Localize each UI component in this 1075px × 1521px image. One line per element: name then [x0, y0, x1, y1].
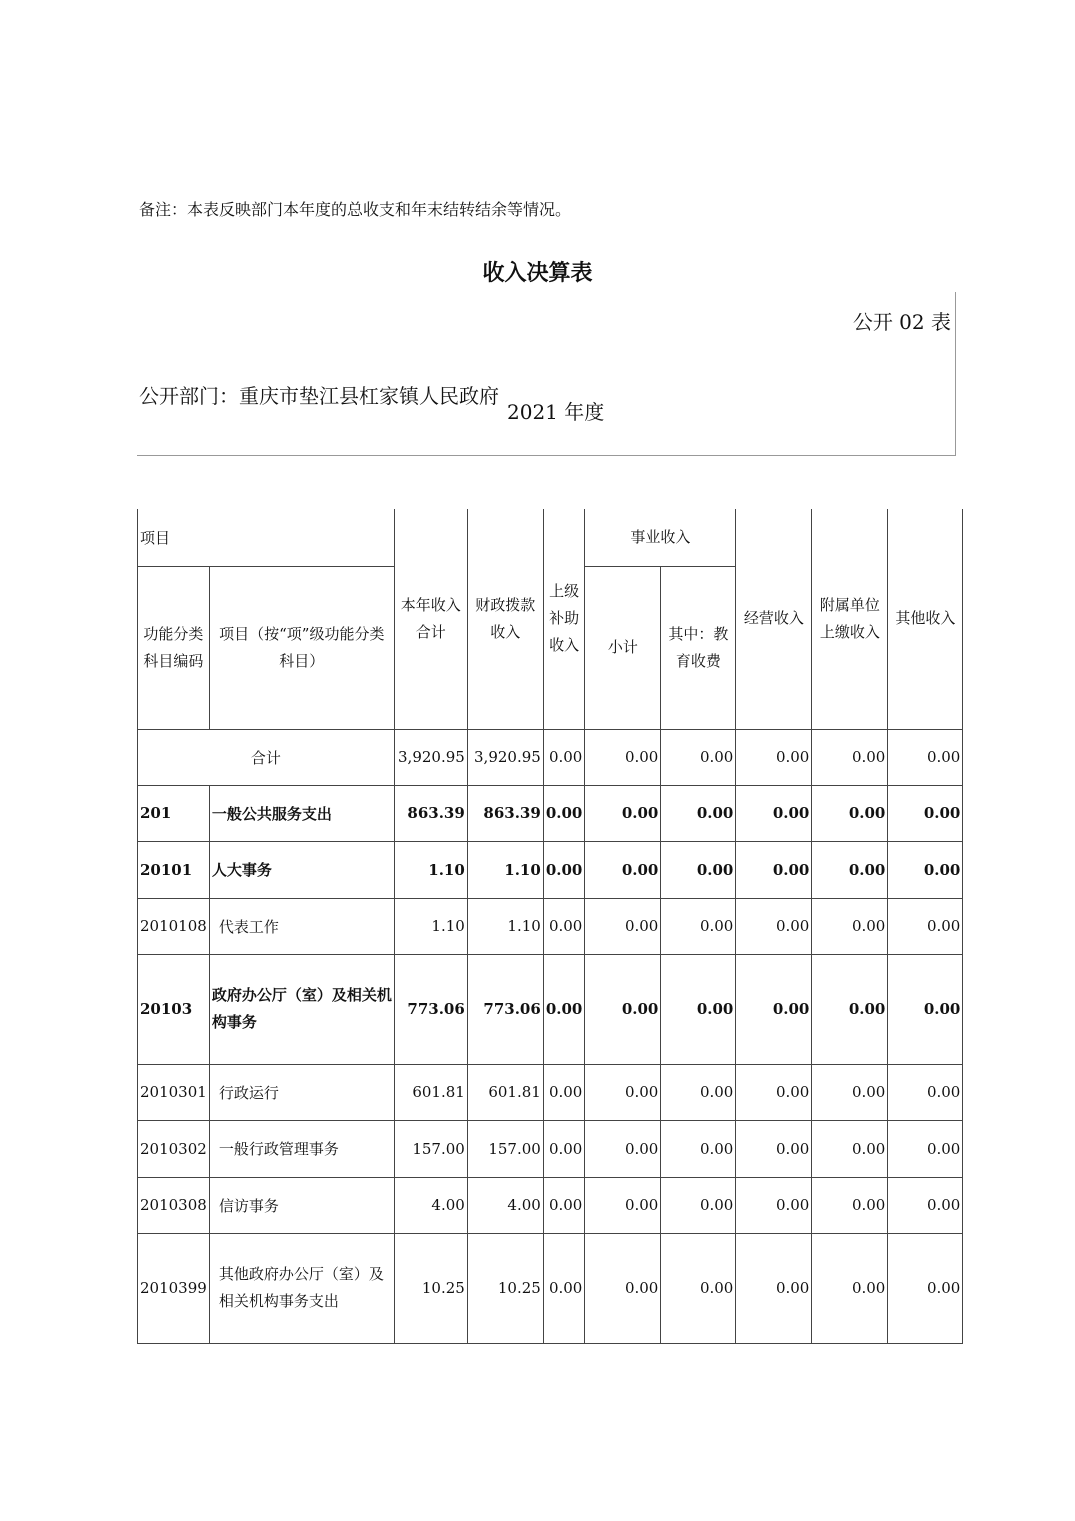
cell-name: 人大事务	[209, 841, 394, 898]
cell-affiliated: 0.00	[812, 1177, 888, 1233]
cell-subtotal: 0.00	[585, 954, 661, 1064]
cell-edu: 0.00	[661, 785, 736, 841]
cell-operating: 0.00	[736, 1064, 812, 1120]
cell-total: 601.81	[394, 1064, 467, 1120]
header-name: 项目（按“项”级功能分类科目）	[209, 566, 394, 729]
cell-label: 合计	[138, 729, 395, 785]
cell-operating: 0.00	[736, 954, 812, 1064]
cell-other: 0.00	[888, 954, 963, 1064]
header-total: 本年收入合计	[394, 509, 467, 729]
cell-fiscal: 773.06	[467, 954, 543, 1064]
header-affiliated: 附属单位上缴收入	[812, 509, 888, 729]
cell-affiliated: 0.00	[812, 898, 888, 954]
cell-edu: 0.00	[661, 1177, 736, 1233]
cell-name: 行政运行	[209, 1064, 394, 1120]
cell-affiliated: 0.00	[812, 954, 888, 1064]
cell-total: 10.25	[394, 1233, 467, 1343]
cell-other: 0.00	[888, 898, 963, 954]
cell-edu: 0.00	[661, 1120, 736, 1177]
cell-edu: 0.00	[661, 1064, 736, 1120]
table-row	[138, 785, 963, 841]
header-fiscal: 财政拨款收入	[467, 509, 543, 729]
cell-edu: 0.00	[661, 729, 736, 785]
table-row	[138, 1064, 963, 1120]
table-row	[138, 1177, 963, 1233]
cell-affiliated: 0.00	[812, 729, 888, 785]
header-code: 功能分类科目编码	[138, 566, 210, 729]
cell-subtotal: 0.00	[585, 1064, 661, 1120]
cell-code: 2010301	[138, 1064, 210, 1120]
cell-subtotal: 0.00	[585, 841, 661, 898]
cell-fiscal: 10.25	[467, 1233, 543, 1343]
table-row	[138, 898, 963, 954]
cell-superior: 0.00	[543, 898, 585, 954]
cell-fiscal: 863.39	[467, 785, 543, 841]
cell-affiliated: 0.00	[812, 1064, 888, 1120]
table-row	[138, 1120, 963, 1177]
cell-other: 0.00	[888, 729, 963, 785]
cell-other: 0.00	[888, 785, 963, 841]
cell-fiscal: 1.10	[467, 898, 543, 954]
cell-other: 0.00	[888, 1064, 963, 1120]
cell-superior: 0.00	[543, 1120, 585, 1177]
cell-operating: 0.00	[736, 1233, 812, 1343]
cell-operating: 0.00	[736, 1120, 812, 1177]
cell-subtotal: 0.00	[585, 1177, 661, 1233]
cell-fiscal: 3,920.95	[467, 729, 543, 785]
cell-other: 0.00	[888, 841, 963, 898]
header-business: 事业收入	[585, 509, 736, 566]
page-title: 收入决算表	[482, 260, 593, 286]
cell-affiliated: 0.00	[812, 1233, 888, 1343]
cell-name: 其他政府办公厅（室）及相关机构事务支出	[209, 1233, 394, 1343]
cell-name: 一般公共服务支出	[209, 785, 394, 841]
cell-operating: 0.00	[736, 1177, 812, 1233]
department: 公开部门：重庆市垫江县杠家镇人民政府	[139, 384, 499, 408]
report-header	[137, 292, 956, 456]
header-item: 项目	[138, 509, 395, 566]
table-row	[138, 1233, 963, 1343]
cell-other: 0.00	[888, 1233, 963, 1343]
cell-code: 201	[138, 785, 210, 841]
table-number: 公开 02 表	[852, 310, 951, 334]
cell-subtotal: 0.00	[585, 1120, 661, 1177]
cell-total: 773.06	[394, 954, 467, 1064]
cell-affiliated: 0.00	[812, 841, 888, 898]
cell-edu: 0.00	[661, 1233, 736, 1343]
cell-fiscal: 157.00	[467, 1120, 543, 1177]
cell-operating: 0.00	[736, 841, 812, 898]
header-subtotal: 小计	[585, 566, 661, 729]
cell-total: 1.10	[394, 841, 467, 898]
cell-name: 一般行政管理事务	[209, 1120, 394, 1177]
header-operating: 经营收入	[736, 509, 812, 729]
cell-edu: 0.00	[661, 954, 736, 1064]
header-other: 其他收入	[888, 509, 963, 729]
cell-total: 1.10	[394, 898, 467, 954]
cell-superior: 0.00	[543, 1177, 585, 1233]
table-row-total	[138, 729, 963, 785]
cell-total: 863.39	[394, 785, 467, 841]
table-row	[138, 841, 963, 898]
cell-name: 代表工作	[209, 898, 394, 954]
cell-code: 2010302	[138, 1120, 210, 1177]
cell-total: 4.00	[394, 1177, 467, 1233]
cell-operating: 0.00	[736, 785, 812, 841]
table-row	[138, 954, 963, 1064]
cell-other: 0.00	[888, 1177, 963, 1233]
header-edu: 其中：教育收费	[661, 566, 736, 729]
cell-code: 2010399	[138, 1233, 210, 1343]
cell-subtotal: 0.00	[585, 898, 661, 954]
header-superior: 上级补助收入	[543, 509, 585, 729]
cell-code: 2010108	[138, 898, 210, 954]
income-table	[137, 509, 963, 1344]
cell-operating: 0.00	[736, 898, 812, 954]
cell-edu: 0.00	[661, 898, 736, 954]
cell-name: 政府办公厅（室）及相关机构事务	[209, 954, 394, 1064]
cell-fiscal: 601.81	[467, 1064, 543, 1120]
cell-code: 20103	[138, 954, 210, 1064]
cell-fiscal: 4.00	[467, 1177, 543, 1233]
cell-subtotal: 0.00	[585, 1233, 661, 1343]
cell-fiscal: 1.10	[467, 841, 543, 898]
table-note: 备注：本表反映部门本年度的总收支和年末结转结余等情况。	[139, 200, 572, 219]
fiscal-year: 2021 年度	[507, 400, 605, 424]
cell-total: 3,920.95	[394, 729, 467, 785]
cell-superior: 0.00	[543, 954, 585, 1064]
cell-subtotal: 0.00	[585, 785, 661, 841]
cell-name: 信访事务	[209, 1177, 394, 1233]
cell-superior: 0.00	[543, 1064, 585, 1120]
cell-superior: 0.00	[543, 729, 585, 785]
cell-affiliated: 0.00	[812, 785, 888, 841]
cell-edu: 0.00	[661, 841, 736, 898]
cell-affiliated: 0.00	[812, 1120, 888, 1177]
cell-operating: 0.00	[736, 729, 812, 785]
cell-superior: 0.00	[543, 841, 585, 898]
cell-superior: 0.00	[543, 785, 585, 841]
cell-other: 0.00	[888, 1120, 963, 1177]
cell-code: 20101	[138, 841, 210, 898]
cell-superior: 0.00	[543, 1233, 585, 1343]
cell-subtotal: 0.00	[585, 729, 661, 785]
cell-total: 157.00	[394, 1120, 467, 1177]
cell-code: 2010308	[138, 1177, 210, 1233]
